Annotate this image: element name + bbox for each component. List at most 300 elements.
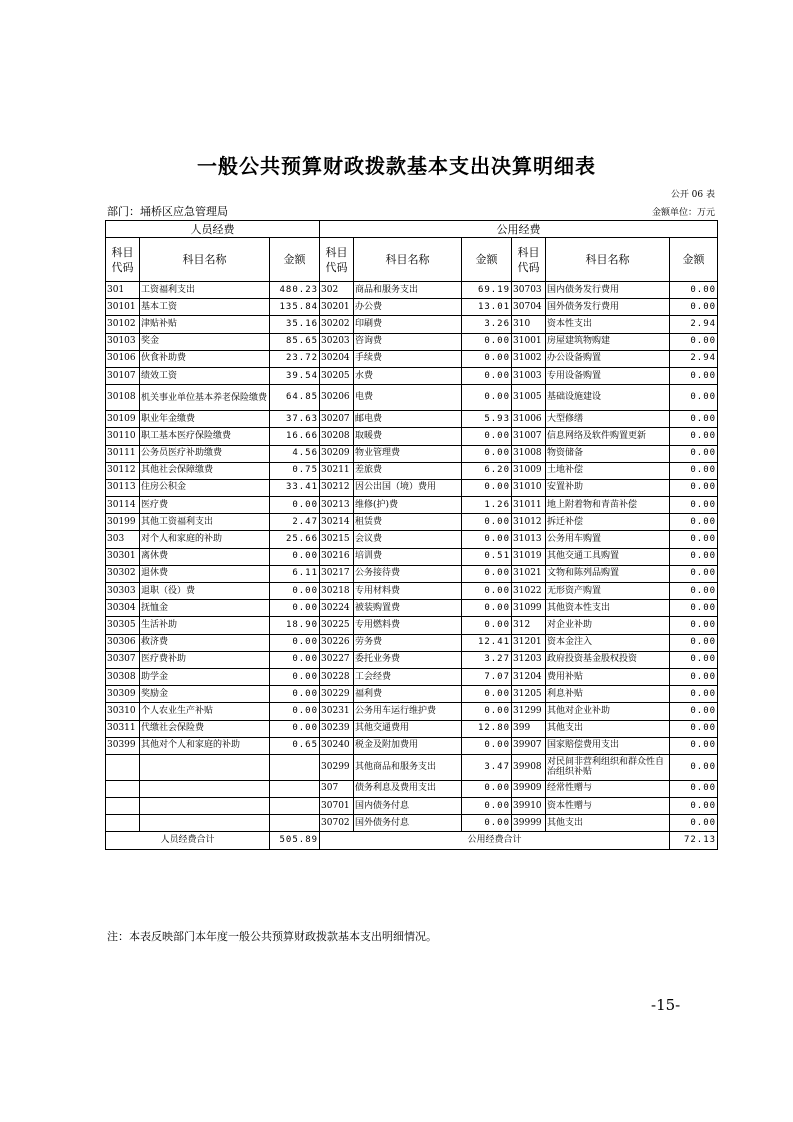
cell-name: 拆迁补偿 bbox=[546, 514, 670, 531]
cell-amount: 6.11 bbox=[270, 565, 320, 582]
cell-name: 其他交通工具购置 bbox=[546, 548, 670, 565]
cell-amount bbox=[270, 815, 320, 832]
cell-code: 31022 bbox=[512, 583, 546, 600]
cell-amount: 0.00 bbox=[670, 411, 718, 428]
cell-code: 30211 bbox=[320, 462, 354, 479]
cell-amount: 0.00 bbox=[462, 780, 512, 797]
cell-amount: 12.80 bbox=[462, 720, 512, 737]
cell-amount: 0.00 bbox=[670, 479, 718, 496]
cell-code: 30305 bbox=[106, 617, 140, 634]
table-row bbox=[106, 350, 718, 367]
cell-code: 30309 bbox=[106, 686, 140, 703]
cell-amount: 0.00 bbox=[462, 617, 512, 634]
cell-code: 39907 bbox=[512, 737, 546, 754]
cell-amount: 0.00 bbox=[670, 497, 718, 514]
cell-name: 其他社会保障缴费 bbox=[140, 462, 270, 479]
cell-name: 租赁费 bbox=[354, 514, 462, 531]
cell-code: 30111 bbox=[106, 445, 140, 462]
personnel-total-value: 505.89 bbox=[270, 832, 320, 850]
cell-amount: 35.16 bbox=[270, 316, 320, 333]
cell-name bbox=[140, 780, 270, 797]
cell-name: 离休费 bbox=[140, 548, 270, 565]
cell-code: 30101 bbox=[106, 299, 140, 316]
cell-amount: 135.84 bbox=[270, 299, 320, 316]
cell-code bbox=[106, 780, 140, 797]
cell-name: 维修(护)费 bbox=[354, 497, 462, 514]
cell-amount: 0.00 bbox=[670, 703, 718, 720]
cell-name: 机关事业单位基本养老保险缴费 bbox=[140, 385, 270, 411]
cell-name: 福利费 bbox=[354, 686, 462, 703]
cell-amount: 0.00 bbox=[462, 333, 512, 350]
cell-amount: 23.72 bbox=[270, 350, 320, 367]
cell-name: 商品和服务支出 bbox=[354, 282, 462, 299]
cell-name: 其他对企业补助 bbox=[546, 703, 670, 720]
cell-amount: 18.90 bbox=[270, 617, 320, 634]
cell-amount: 2.94 bbox=[670, 316, 718, 333]
cell-code: 30307 bbox=[106, 651, 140, 668]
cell-name: 安置补助 bbox=[546, 479, 670, 496]
table-row bbox=[106, 617, 718, 634]
table-row bbox=[106, 703, 718, 720]
cell-amount: 0.00 bbox=[462, 514, 512, 531]
cell-amount: 480.23 bbox=[270, 282, 320, 299]
cell-code: 30701 bbox=[320, 798, 354, 815]
cell-name: 利息补贴 bbox=[546, 686, 670, 703]
cell-code: 31009 bbox=[512, 462, 546, 479]
cell-amount: 0.00 bbox=[462, 367, 512, 384]
cell-code: 30399 bbox=[106, 737, 140, 754]
cell-amount: 0.00 bbox=[670, 531, 718, 548]
cell-name: 地上附着物和青苗补偿 bbox=[546, 497, 670, 514]
amount-unit-label: 金额单位：万元 bbox=[651, 208, 715, 218]
cell-amount: 4.56 bbox=[270, 445, 320, 462]
cell-name: 邮电费 bbox=[354, 411, 462, 428]
cell-name: 其他商品和服务支出 bbox=[354, 754, 462, 780]
cell-code: 30308 bbox=[106, 668, 140, 685]
cell-amount: 6.20 bbox=[462, 462, 512, 479]
cell-code: 31205 bbox=[512, 686, 546, 703]
cell-code: 31011 bbox=[512, 497, 546, 514]
cell-name: 税金及附加费用 bbox=[354, 737, 462, 754]
table-row bbox=[106, 299, 718, 316]
cell-code: 30218 bbox=[320, 583, 354, 600]
cell-name bbox=[140, 754, 270, 780]
cell-code bbox=[106, 815, 140, 832]
cell-name: 会议费 bbox=[354, 531, 462, 548]
cell-code: 30306 bbox=[106, 634, 140, 651]
cell-code: 30201 bbox=[320, 299, 354, 316]
cell-amount: 0.00 bbox=[462, 583, 512, 600]
cell-name bbox=[140, 798, 270, 815]
cell-code: 312 bbox=[512, 617, 546, 634]
cell-name: 住房公积金 bbox=[140, 479, 270, 496]
cell-name: 工资福利支出 bbox=[140, 282, 270, 299]
cell-code: 30702 bbox=[320, 815, 354, 832]
cell-code: 31006 bbox=[512, 411, 546, 428]
cell-name: 差旅费 bbox=[354, 462, 462, 479]
cell-amount: 0.00 bbox=[670, 462, 718, 479]
cell-code: 30206 bbox=[320, 385, 354, 411]
cell-name: 印刷费 bbox=[354, 316, 462, 333]
cell-name: 债务利息及费用支出 bbox=[354, 780, 462, 797]
cell-amount: 0.00 bbox=[462, 798, 512, 815]
cell-code: 39910 bbox=[512, 798, 546, 815]
cell-name: 其他对个人和家庭的补助 bbox=[140, 737, 270, 754]
cell-name: 办公费 bbox=[354, 299, 462, 316]
cell-name: 房屋建筑物购建 bbox=[546, 333, 670, 350]
table-row bbox=[106, 479, 718, 496]
cell-name: 专用设备购置 bbox=[546, 367, 670, 384]
table-row bbox=[106, 565, 718, 582]
cell-amount: 0.00 bbox=[670, 299, 718, 316]
table-row bbox=[106, 531, 718, 548]
cell-name: 抚恤金 bbox=[140, 600, 270, 617]
cell-amount: 12.41 bbox=[462, 634, 512, 651]
department-label: 部门：埇桥区应急管理局 bbox=[107, 205, 228, 218]
cell-code: 30301 bbox=[106, 548, 140, 565]
table-row bbox=[106, 780, 718, 797]
personnel-total-label: 人员经费合计 bbox=[106, 832, 270, 850]
cell-name: 专用材料费 bbox=[354, 583, 462, 600]
cell-amount: 0.00 bbox=[670, 600, 718, 617]
cell-name: 手续费 bbox=[354, 350, 462, 367]
table-row bbox=[106, 600, 718, 617]
cell-amount: 0.00 bbox=[462, 815, 512, 832]
cell-code: 31019 bbox=[512, 548, 546, 565]
footnote: 注：本表反映部门本年度一般公共预算财政拨款基本支出明细情况。 bbox=[107, 930, 437, 943]
cell-code: 30107 bbox=[106, 367, 140, 384]
cell-amount: 3.47 bbox=[462, 754, 512, 780]
cell-code: 310 bbox=[512, 316, 546, 333]
cell-amount: 0.00 bbox=[670, 514, 718, 531]
cell-name: 电费 bbox=[354, 385, 462, 411]
cell-amount: 1.26 bbox=[462, 497, 512, 514]
cell-code: 31201 bbox=[512, 634, 546, 651]
cell-name: 医疗费补助 bbox=[140, 651, 270, 668]
cell-code: 30109 bbox=[106, 411, 140, 428]
cell-amount: 0.00 bbox=[462, 737, 512, 754]
cell-code: 30112 bbox=[106, 462, 140, 479]
cell-code: 30302 bbox=[106, 565, 140, 582]
cell-code: 30239 bbox=[320, 720, 354, 737]
cell-amount: 0.00 bbox=[270, 703, 320, 720]
table-row bbox=[106, 668, 718, 685]
cell-name: 伙食补助费 bbox=[140, 350, 270, 367]
cell-amount: 0.51 bbox=[462, 548, 512, 565]
cell-name: 文物和陈列品购置 bbox=[546, 565, 670, 582]
cell-code: 301 bbox=[106, 282, 140, 299]
cell-code: 30208 bbox=[320, 428, 354, 445]
cell-amount: 0.00 bbox=[670, 583, 718, 600]
cell-amount: 0.00 bbox=[270, 668, 320, 685]
cell-code: 307 bbox=[320, 780, 354, 797]
cell-amount: 0.00 bbox=[670, 428, 718, 445]
cell-amount: 37.63 bbox=[270, 411, 320, 428]
cell-name: 水费 bbox=[354, 367, 462, 384]
cell-name: 国外债务发行费用 bbox=[546, 299, 670, 316]
cell-name: 大型修缮 bbox=[546, 411, 670, 428]
cell-amount: 0.00 bbox=[670, 651, 718, 668]
cell-code: 30214 bbox=[320, 514, 354, 531]
cell-name: 办公设备购置 bbox=[546, 350, 670, 367]
cell-amount: 0.00 bbox=[462, 445, 512, 462]
cell-code: 30704 bbox=[512, 299, 546, 316]
column-header-code: 科目代码 bbox=[106, 238, 140, 282]
cell-code: 31021 bbox=[512, 565, 546, 582]
cell-code: 30102 bbox=[106, 316, 140, 333]
cell-name: 其他支出 bbox=[546, 815, 670, 832]
cell-amount: 64.85 bbox=[270, 385, 320, 411]
cell-code: 31012 bbox=[512, 514, 546, 531]
cell-code: 399 bbox=[512, 720, 546, 737]
cell-amount bbox=[270, 798, 320, 815]
cell-code: 30228 bbox=[320, 668, 354, 685]
cell-name: 劳务费 bbox=[354, 634, 462, 651]
cell-code: 30202 bbox=[320, 316, 354, 333]
cell-amount: 3.26 bbox=[462, 316, 512, 333]
cell-name: 物资储备 bbox=[546, 445, 670, 462]
cell-code: 303 bbox=[106, 531, 140, 548]
cell-code: 30207 bbox=[320, 411, 354, 428]
cell-code: 31099 bbox=[512, 600, 546, 617]
cell-name: 奖励金 bbox=[140, 686, 270, 703]
table-number: 公开 06 表 bbox=[670, 190, 715, 200]
cell-code: 31002 bbox=[512, 350, 546, 367]
cell-name: 其他支出 bbox=[546, 720, 670, 737]
cell-amount: 16.66 bbox=[270, 428, 320, 445]
cell-amount: 0.00 bbox=[462, 703, 512, 720]
cell-code: 39908 bbox=[512, 754, 546, 780]
cell-code bbox=[106, 798, 140, 815]
cell-code: 30304 bbox=[106, 600, 140, 617]
column-header-name: 科目名称 bbox=[140, 238, 270, 282]
cell-name: 资本性赠与 bbox=[546, 798, 670, 815]
column-header-code: 科目代码 bbox=[512, 238, 546, 282]
cell-amount: 0.00 bbox=[462, 565, 512, 582]
cell-amount: 13.01 bbox=[462, 299, 512, 316]
cell-name: 公务员医疗补助缴费 bbox=[140, 445, 270, 462]
cell-amount: 0.00 bbox=[670, 367, 718, 384]
cell-name: 国内债务发行费用 bbox=[546, 282, 670, 299]
cell-code: 302 bbox=[320, 282, 354, 299]
page-number: -15- bbox=[651, 996, 681, 1014]
cell-amount: 0.00 bbox=[462, 350, 512, 367]
cell-amount: 0.00 bbox=[462, 385, 512, 411]
cell-code: 30240 bbox=[320, 737, 354, 754]
table-row bbox=[106, 428, 718, 445]
cell-name: 无形资产购置 bbox=[546, 583, 670, 600]
expenditure-table bbox=[105, 220, 718, 850]
column-header-amount: 金额 bbox=[270, 238, 320, 282]
cell-code: 30224 bbox=[320, 600, 354, 617]
cell-amount: 0.00 bbox=[670, 815, 718, 832]
cell-name: 奖金 bbox=[140, 333, 270, 350]
cell-name: 被装购置费 bbox=[354, 600, 462, 617]
cell-code: 30226 bbox=[320, 634, 354, 651]
cell-amount: 0.00 bbox=[462, 600, 512, 617]
cell-amount: 0.00 bbox=[670, 617, 718, 634]
cell-name: 绩效工资 bbox=[140, 367, 270, 384]
cell-name: 其他交通费用 bbox=[354, 720, 462, 737]
cell-name: 其他资本性支出 bbox=[546, 600, 670, 617]
cell-amount: 0.00 bbox=[462, 428, 512, 445]
cell-name: 公务接待费 bbox=[354, 565, 462, 582]
cell-name: 经常性赠与 bbox=[546, 780, 670, 797]
cell-code: 30703 bbox=[512, 282, 546, 299]
cell-code bbox=[106, 754, 140, 780]
cell-name: 退休费 bbox=[140, 565, 270, 582]
cell-amount: 0.00 bbox=[462, 531, 512, 548]
cell-amount: 0.00 bbox=[670, 548, 718, 565]
cell-name: 信息网络及软件购置更新 bbox=[546, 428, 670, 445]
cell-name: 物业管理费 bbox=[354, 445, 462, 462]
cell-amount: 33.41 bbox=[270, 479, 320, 496]
cell-name: 专用燃料费 bbox=[354, 617, 462, 634]
cell-code: 30216 bbox=[320, 548, 354, 565]
cell-code: 30106 bbox=[106, 350, 140, 367]
public-total-value: 72.13 bbox=[670, 832, 718, 850]
cell-amount: 0.00 bbox=[270, 600, 320, 617]
cell-amount: 25.66 bbox=[270, 531, 320, 548]
table-row bbox=[106, 754, 718, 780]
cell-code: 30215 bbox=[320, 531, 354, 548]
column-header-name: 科目名称 bbox=[354, 238, 462, 282]
cell-name: 其他工资福利支出 bbox=[140, 514, 270, 531]
table-row bbox=[106, 798, 718, 815]
cell-amount: 0.00 bbox=[270, 634, 320, 651]
cell-amount: 2.94 bbox=[670, 350, 718, 367]
table-row bbox=[106, 634, 718, 651]
cell-amount: 0.00 bbox=[670, 565, 718, 582]
cell-amount: 0.00 bbox=[270, 548, 320, 565]
cell-amount: 0.00 bbox=[270, 720, 320, 737]
cell-amount: 0.00 bbox=[670, 720, 718, 737]
table-row bbox=[106, 686, 718, 703]
cell-name: 对民间非营利组织和群众性自治组织补贴 bbox=[546, 754, 670, 780]
cell-amount: 0.00 bbox=[670, 754, 718, 780]
table-row bbox=[106, 720, 718, 737]
table-row bbox=[106, 411, 718, 428]
cell-amount: 69.19 bbox=[462, 282, 512, 299]
cell-name: 费用补贴 bbox=[546, 668, 670, 685]
cell-name: 资本金注入 bbox=[546, 634, 670, 651]
cell-name: 资本性支出 bbox=[546, 316, 670, 333]
cell-amount: 0.00 bbox=[270, 686, 320, 703]
table-row bbox=[106, 497, 718, 514]
table-row bbox=[106, 583, 718, 600]
cell-name: 国内债务付息 bbox=[354, 798, 462, 815]
cell-code: 30311 bbox=[106, 720, 140, 737]
cell-name: 职工基本医疗保险缴费 bbox=[140, 428, 270, 445]
cell-amount: 0.65 bbox=[270, 737, 320, 754]
cell-code: 30212 bbox=[320, 479, 354, 496]
table-row bbox=[106, 385, 718, 411]
cell-amount: 0.00 bbox=[462, 479, 512, 496]
cell-name: 对企业补助 bbox=[546, 617, 670, 634]
cell-name: 生活补助 bbox=[140, 617, 270, 634]
cell-amount bbox=[270, 780, 320, 797]
group-header-public: 公用经费 bbox=[320, 221, 718, 238]
cell-code: 31003 bbox=[512, 367, 546, 384]
column-header-name: 科目名称 bbox=[546, 238, 670, 282]
cell-name: 土地补偿 bbox=[546, 462, 670, 479]
cell-code: 30303 bbox=[106, 583, 140, 600]
cell-code: 30199 bbox=[106, 514, 140, 531]
cell-code: 30213 bbox=[320, 497, 354, 514]
cell-name: 国外债务付息 bbox=[354, 815, 462, 832]
cell-name: 公务用车运行维护费 bbox=[354, 703, 462, 720]
cell-code: 30103 bbox=[106, 333, 140, 350]
cell-code: 30108 bbox=[106, 385, 140, 411]
cell-amount: 85.65 bbox=[270, 333, 320, 350]
cell-amount: 0.00 bbox=[270, 497, 320, 514]
cell-code: 30114 bbox=[106, 497, 140, 514]
cell-name: 基本工资 bbox=[140, 299, 270, 316]
table-row bbox=[106, 651, 718, 668]
table-row bbox=[106, 333, 718, 350]
cell-name: 公务用车购置 bbox=[546, 531, 670, 548]
column-header-amount: 金额 bbox=[670, 238, 718, 282]
cell-name: 救济费 bbox=[140, 634, 270, 651]
cell-name: 基础设施建设 bbox=[546, 385, 670, 411]
cell-name: 代缴社会保险费 bbox=[140, 720, 270, 737]
cell-code: 31299 bbox=[512, 703, 546, 720]
cell-amount: 0.00 bbox=[670, 668, 718, 685]
cell-name: 咨询费 bbox=[354, 333, 462, 350]
cell-code: 31001 bbox=[512, 333, 546, 350]
table-row bbox=[106, 737, 718, 754]
cell-amount: 5.93 bbox=[462, 411, 512, 428]
cell-code: 30204 bbox=[320, 350, 354, 367]
cell-name bbox=[140, 815, 270, 832]
cell-name: 取暖费 bbox=[354, 428, 462, 445]
cell-name: 政府投资基金股权投资 bbox=[546, 651, 670, 668]
cell-amount: 0.00 bbox=[670, 780, 718, 797]
cell-amount bbox=[270, 754, 320, 780]
cell-amount: 0.00 bbox=[670, 634, 718, 651]
cell-amount: 0.00 bbox=[270, 651, 320, 668]
table-row bbox=[106, 815, 718, 832]
public-total-label: 公用经费合计 bbox=[320, 832, 670, 850]
group-header-personnel: 人员经费 bbox=[106, 221, 320, 238]
cell-amount: 0.00 bbox=[670, 445, 718, 462]
table-row bbox=[106, 548, 718, 565]
cell-code: 30229 bbox=[320, 686, 354, 703]
cell-amount: 7.07 bbox=[462, 668, 512, 685]
cell-code: 39909 bbox=[512, 780, 546, 797]
table-row bbox=[106, 367, 718, 384]
cell-name: 津贴补贴 bbox=[140, 316, 270, 333]
cell-amount: 0.00 bbox=[270, 583, 320, 600]
cell-code: 31204 bbox=[512, 668, 546, 685]
cell-code: 39999 bbox=[512, 815, 546, 832]
table-row bbox=[106, 316, 718, 333]
cell-name: 工会经费 bbox=[354, 668, 462, 685]
cell-name: 培训费 bbox=[354, 548, 462, 565]
cell-amount: 0.00 bbox=[670, 798, 718, 815]
table-row bbox=[106, 514, 718, 531]
cell-code: 30110 bbox=[106, 428, 140, 445]
cell-code: 30209 bbox=[320, 445, 354, 462]
cell-name: 个人农业生产补贴 bbox=[140, 703, 270, 720]
page-title: 一般公共预算财政拨款基本支出决算明细表 bbox=[197, 154, 596, 178]
cell-code: 30113 bbox=[106, 479, 140, 496]
column-header-code: 科目代码 bbox=[320, 238, 354, 282]
cell-amount: 0.00 bbox=[670, 737, 718, 754]
cell-amount: 2.47 bbox=[270, 514, 320, 531]
cell-code: 30231 bbox=[320, 703, 354, 720]
cell-name: 对个人和家庭的补助 bbox=[140, 531, 270, 548]
